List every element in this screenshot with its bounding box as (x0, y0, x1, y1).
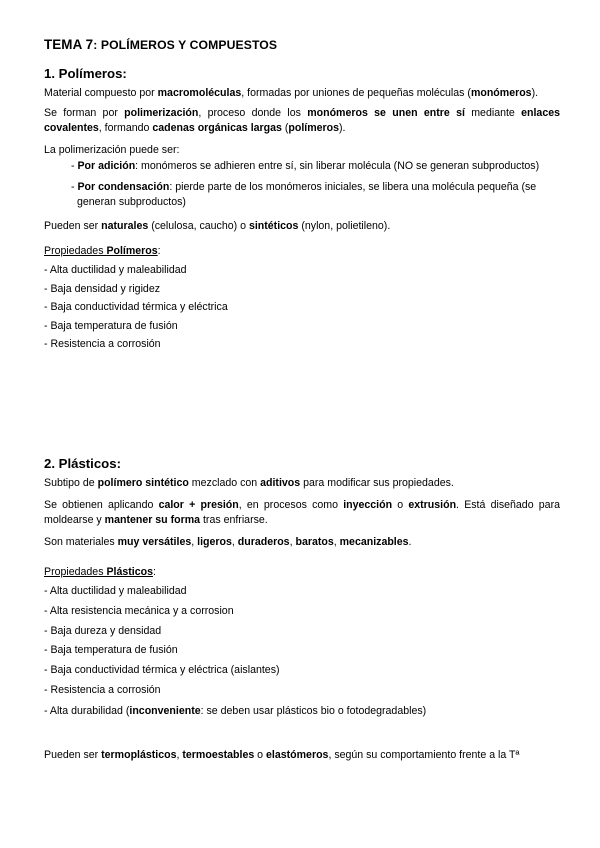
section-heading-polimeros: 1. Polímeros: (44, 66, 127, 81)
paragraph-plastics-definition: Subtipo de polímero sintético mezclado con aditivos para modificar sus propiedades. (44, 477, 454, 489)
list-item: - Alta resistencia mecánica y a corrosion (44, 605, 234, 617)
list-item: - Baja conductividad térmica y eléctrica (aislantes) (44, 664, 280, 676)
properties-heading-polimeros: Propiedades Polímeros: (44, 245, 161, 257)
list-item-durability: - Alta durabilidad (inconveniente: se deben usar plásticos bio o fotodegradables) (44, 705, 427, 717)
paragraph-definition: Material compuesto por macromoléculas, formadas por uniones de pequeñas moléculas (monómeros). (44, 87, 539, 99)
list-item: - Alta ductilidad y maleabilidad (44, 585, 187, 597)
list-item: - Baja temperatura de fusión (44, 644, 178, 656)
list-item-adicion: - Por adición: monómeros se adhieren entre sí, sin liberar molécula (NO se generan subproductos) (71, 160, 540, 172)
list-item: - Baja dureza y densidad (44, 625, 162, 637)
paragraph-plastic-types: Pueden ser termoplásticos, termoestables o elastómeros, según su comportamiento frente a la Tª (44, 749, 520, 761)
paragraph-plastics-traits: Son materiales muy versátiles, ligeros, duraderos, baratos, mecanizables. (44, 536, 412, 548)
section-heading-plasticos: 2. Plásticos: (44, 456, 121, 471)
list-item: - Resistencia a corrosión (44, 338, 161, 350)
paragraph-natural-synthetic: Pueden ser naturales (celulosa, caucho) o sintéticos (nylon, polietileno). (44, 220, 391, 232)
paragraph-polymerization: Se forman por polimerización, proceso donde los monómeros se unen entre sí mediante enlaces covalentes, formando cadenas orgánicas largas (polímeros). (44, 107, 560, 134)
page-title: TEMA 7: POLÍMEROS Y COMPUESTOS (44, 37, 278, 52)
paragraph-plastics-process: Se obtienen aplicando calor + presión, en procesos como inyección o extrusión. Está diseñado para moldearse y mantener su forma tras enfriarse. (44, 499, 560, 526)
properties-heading-plasticos: Propiedades Plásticos: (44, 566, 156, 578)
list-item-condensacion: - Por condensación: pierde parte de los monómeros iniciales, se libera una molécula pequeña (se generan subproductos) (71, 181, 537, 208)
list-item: - Baja temperatura de fusión (44, 320, 178, 332)
paragraph-types-intro: La polimerización puede ser: (44, 144, 180, 156)
list-item: - Baja densidad y rigidez (44, 283, 161, 295)
list-item: - Resistencia a corrosión (44, 684, 161, 696)
list-item: - Alta ductilidad y maleabilidad (44, 264, 187, 276)
list-item: - Baja conductividad térmica y eléctrica (44, 301, 228, 313)
